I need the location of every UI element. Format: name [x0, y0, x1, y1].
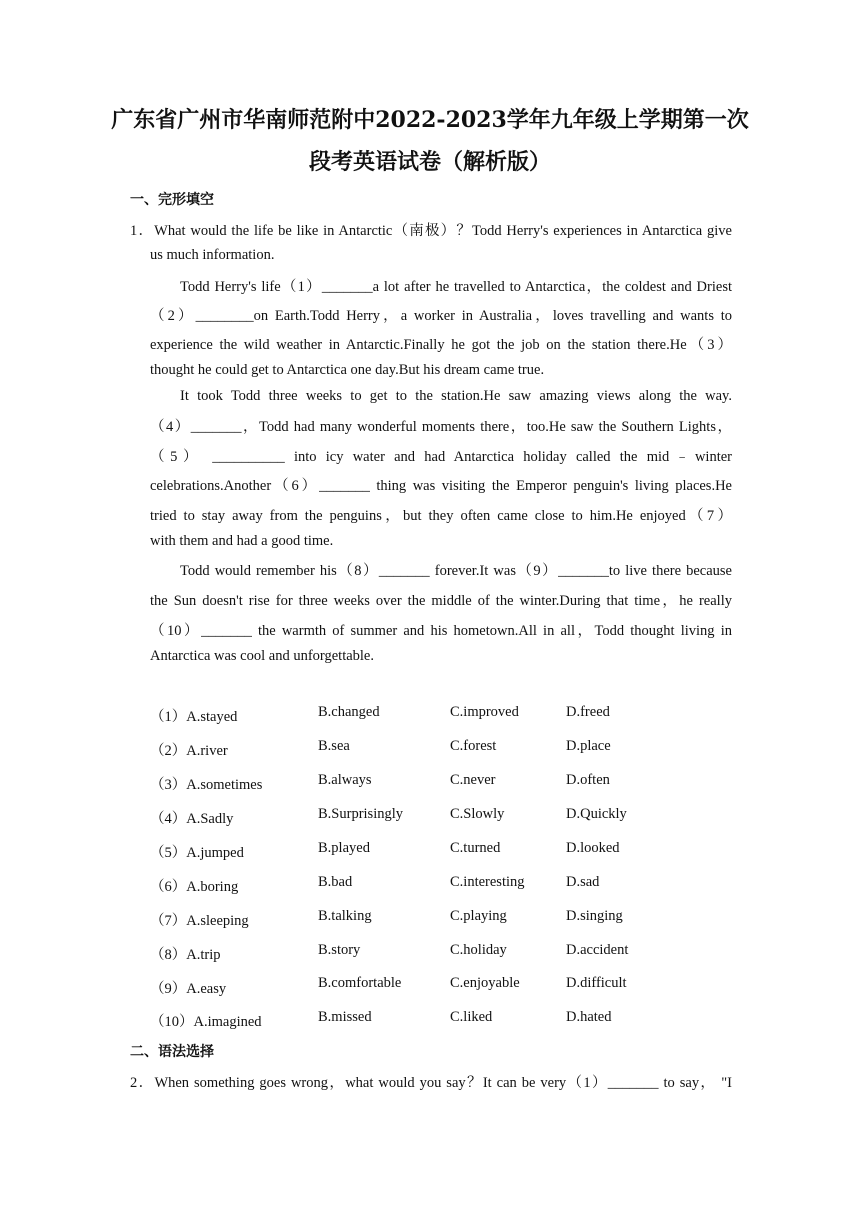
option-c: C.enjoyable — [450, 975, 520, 991]
option-c: C.improved — [450, 704, 519, 720]
passage-line: It took Todd three weeks to get to the station.He saw amazing views along the way. — [180, 388, 732, 404]
option-a: （2）A.river — [150, 743, 228, 759]
passage-line: thought he could get to Antarctica one day.But his dream came true. — [150, 362, 545, 378]
option-a: （4）A.Sadly — [150, 811, 234, 827]
document-title-line-1: 广东省广州市华南师范附中2022-2023学年九年级上学期第一次 — [111, 107, 749, 133]
passage-line: us much information. — [150, 247, 275, 263]
option-a: （8）A.trip — [150, 947, 221, 963]
document-title-line-2: 段考英语试卷（解析版） — [308, 149, 551, 175]
option-b: B.always — [318, 772, 372, 788]
option-d: D.hated — [566, 1009, 612, 1025]
option-b: B.comfortable — [318, 975, 402, 991]
option-d: D.Quickly — [566, 806, 627, 822]
section-heading-cloze: 一、完形填空 — [130, 192, 214, 208]
option-c: C.turned — [450, 840, 501, 856]
passage-line: Todd Herry's life（1）_______a lot after he travelled to Antarctica，the coldest and Driest — [180, 279, 732, 295]
passage-line: the Sun doesn't rise for three weeks over the middle of the winter.During that time，he really — [150, 593, 732, 609]
passage-line: Antarctica was cool and unforgettable. — [150, 648, 374, 664]
option-b: B.talking — [318, 908, 372, 924]
passage-line: experience the wild weather in Antarctic.Finally he got the job on the station there.He（3） — [150, 337, 732, 353]
passage-line: celebrations.Another（6）_______ thing was visiting the Emperor penguin's living places.He — [150, 478, 732, 494]
passage-line: with them and had a good time. — [150, 533, 334, 549]
option-d: D.accident — [566, 942, 629, 958]
option-c: C.forest — [450, 738, 497, 754]
option-d: D.looked — [566, 840, 620, 856]
option-c: C.Slowly — [450, 806, 505, 822]
option-a: （3）A.sometimes — [150, 777, 263, 793]
option-c: C.holiday — [450, 942, 507, 958]
option-c: C.playing — [450, 908, 507, 924]
option-a: （10）A.imagined — [150, 1014, 262, 1030]
option-a: （5）A.jumped — [150, 845, 244, 861]
option-d: D.place — [566, 738, 611, 754]
option-b: B.played — [318, 840, 370, 856]
passage-line: Todd would remember his（8）_______ forever.It was（9）_______to live there because — [180, 563, 732, 579]
option-b: B.bad — [318, 874, 353, 890]
passage-line: （4）_______，Todd had many wonderful moments there，too.He saw the Southern Lights， — [150, 419, 732, 435]
option-a: （9）A.easy — [150, 981, 227, 997]
option-d: D.freed — [566, 704, 610, 720]
option-b: B.changed — [318, 704, 380, 720]
option-c: C.interesting — [450, 874, 525, 890]
option-a: （7）A.sleeping — [150, 913, 249, 929]
passage-line: 2．When something goes wrong，what would you say？It can be very（1）_______ to say， "I — [130, 1075, 732, 1091]
section-heading-grammar: 二、语法选择 — [130, 1044, 214, 1060]
passage-line: （5） __________ into icy water and had Antarctica holiday called the mid﹣winter — [150, 449, 732, 465]
passage-line: （2）________on Earth.Todd Herry，a worker in Australia，loves travelling and wants to — [150, 308, 732, 324]
option-d: D.difficult — [566, 975, 627, 991]
option-d: D.singing — [566, 908, 623, 924]
passage-line: tried to stay away from the penguins，but they often came close to him.He enjoyed（7） — [150, 508, 732, 524]
option-a: （1）A.stayed — [150, 709, 238, 725]
option-d: D.sad — [566, 874, 600, 890]
option-b: B.story — [318, 942, 361, 958]
option-b: B.Surprisingly — [318, 806, 403, 822]
option-c: C.never — [450, 772, 496, 788]
passage-line: （10）_______ the warmth of summer and his hometown.All in all，Todd thought living in — [150, 623, 732, 639]
option-c: C.liked — [450, 1009, 493, 1025]
option-b: B.missed — [318, 1009, 372, 1025]
option-b: B.sea — [318, 738, 350, 754]
option-d: D.often — [566, 772, 610, 788]
passage-line: 1．What would the life be like in Antarctic（南极）？Todd Herry's experiences in Antarctica give — [130, 223, 732, 239]
option-a: （6）A.boring — [150, 879, 239, 895]
